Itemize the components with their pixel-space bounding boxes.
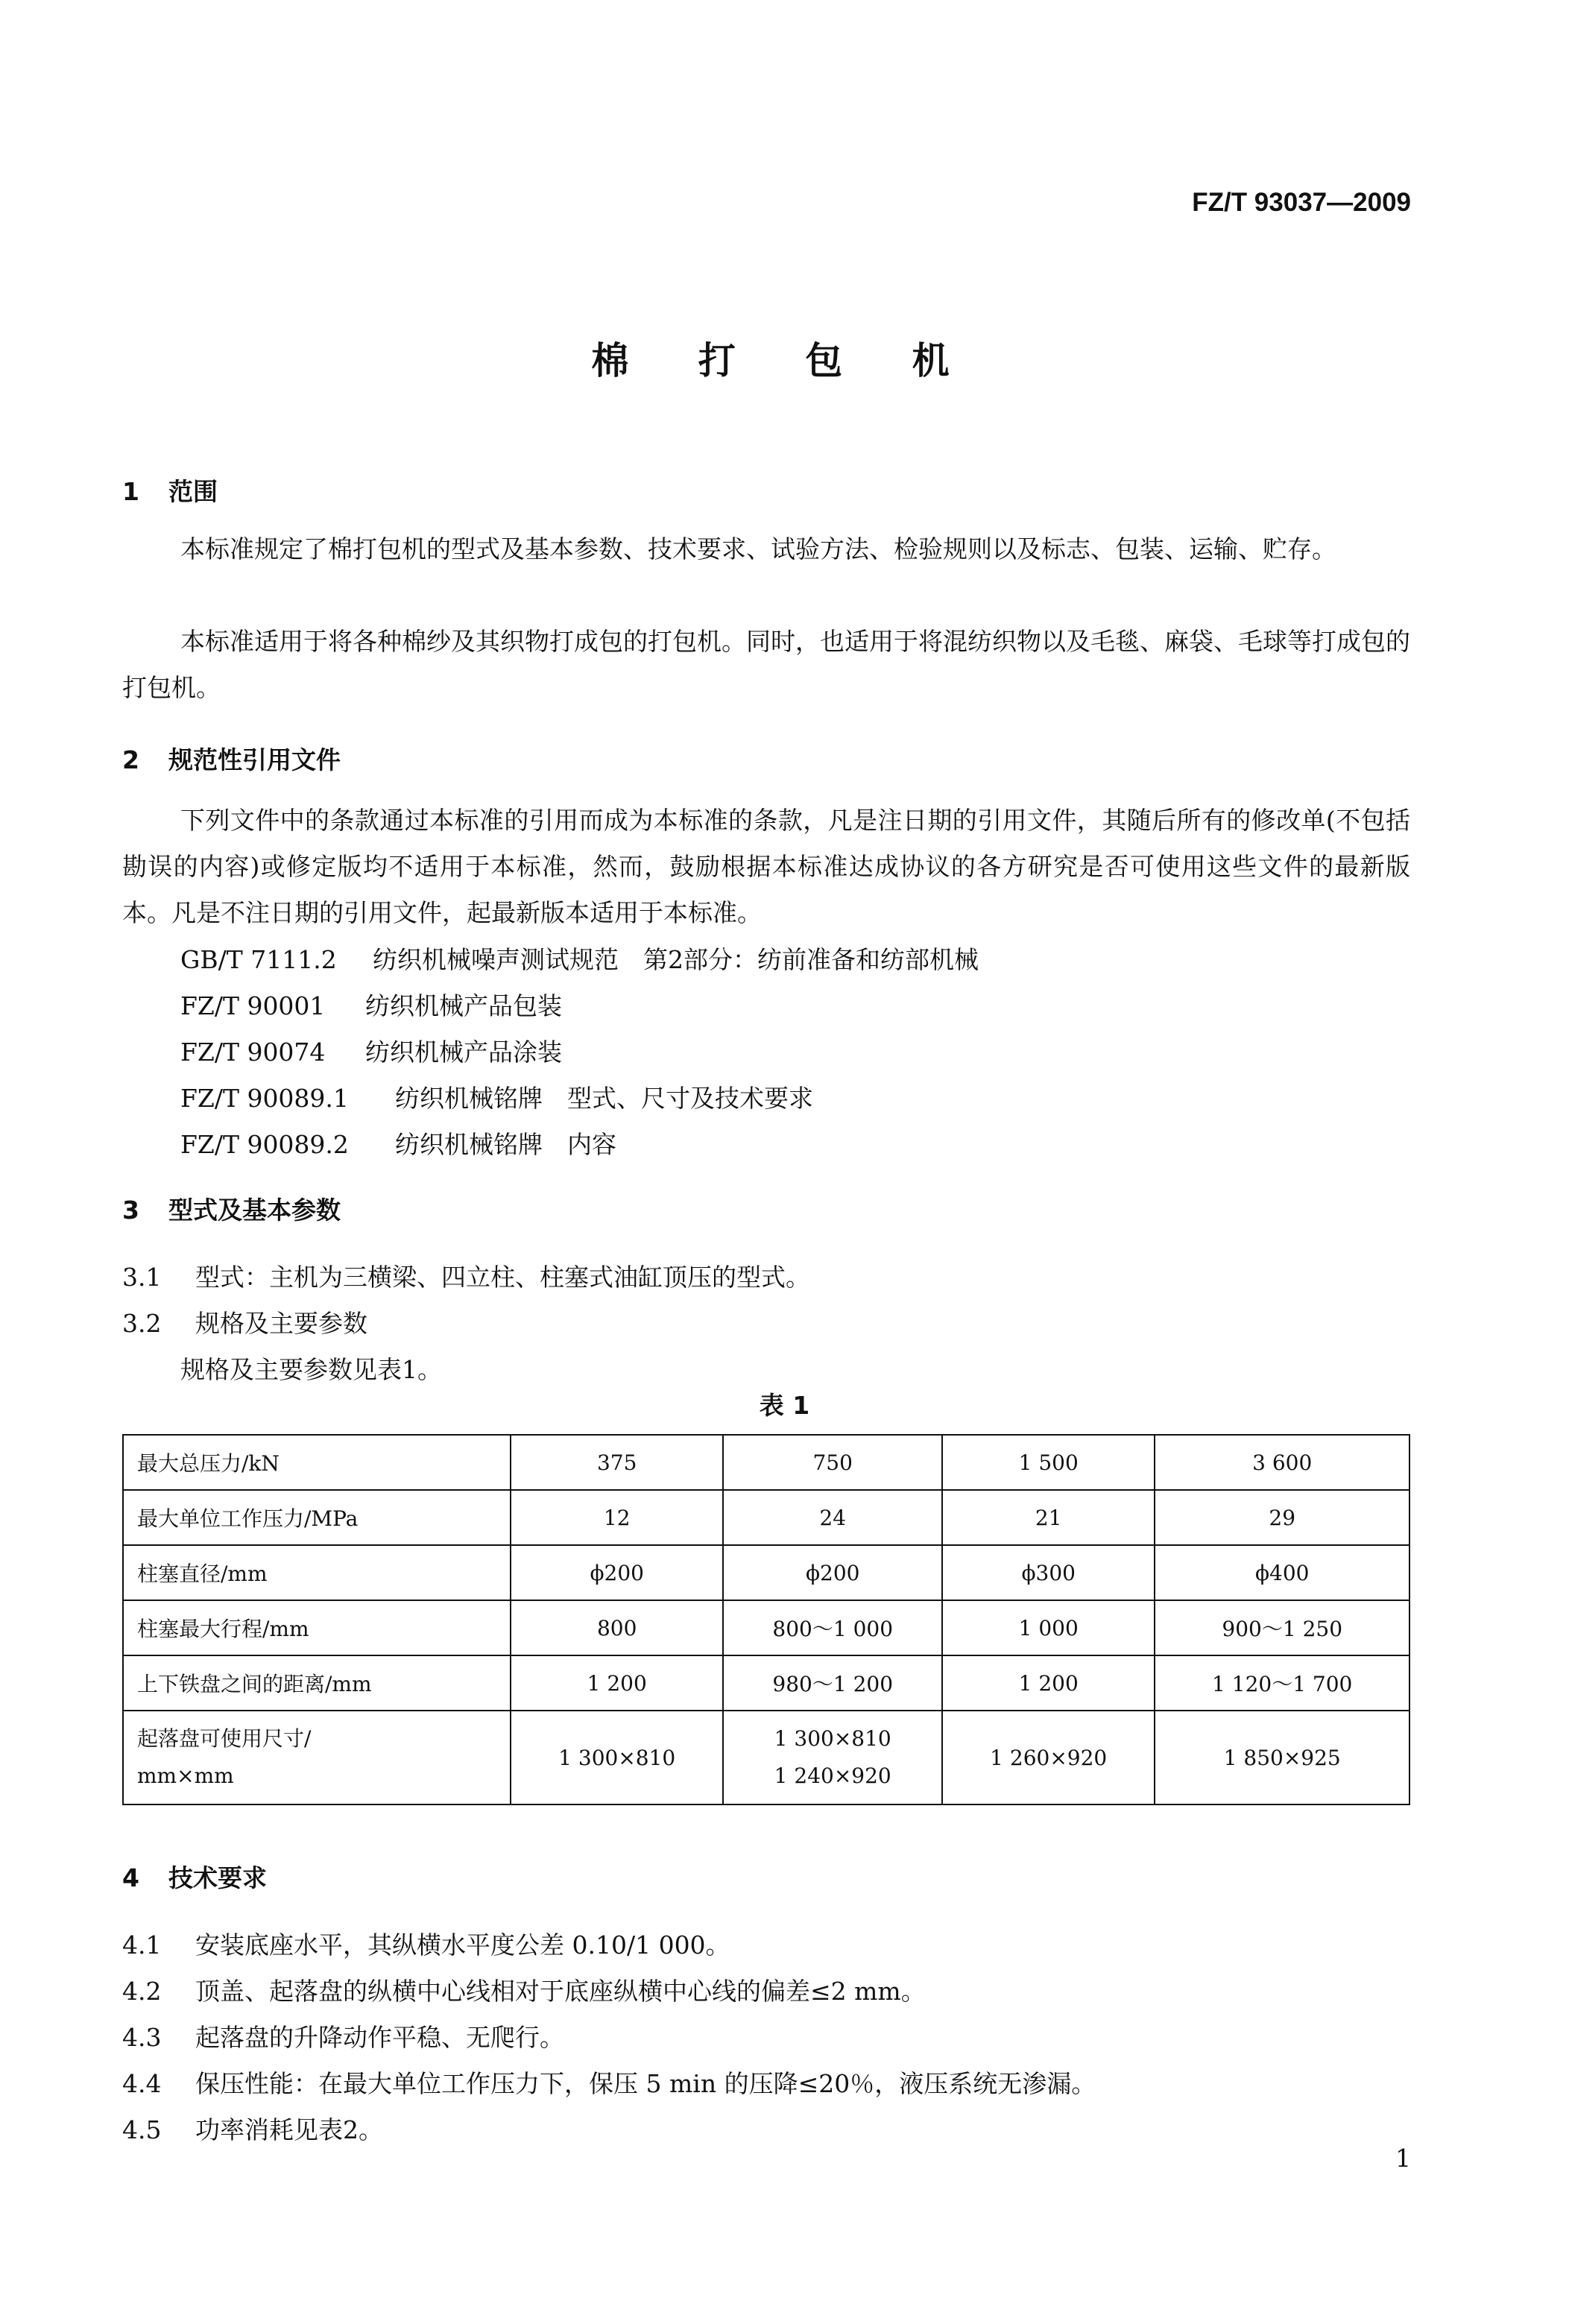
reference-title: 纺织机械产品包装 (365, 991, 562, 1020)
table-row (123, 1711, 1409, 1804)
row-label: 最大总压力/kN (123, 1435, 511, 1490)
reference-code: FZ/T 90001 (180, 991, 326, 1020)
table-cell: 1 850×925 (1155, 1711, 1409, 1804)
section-1-paragraph-1: 本标准规定了棉打包机的型式及基本参数、技术要求、试验方法、检验规则以及标志、包装、运输、贮存。 (180, 534, 1336, 563)
reference-title: 纺织机械噪声测试规范 第2部分：纺前准备和纺部机械 (373, 945, 979, 974)
clause-number: 4.4 (122, 2069, 162, 2098)
section-title: 范围 (168, 477, 218, 506)
clause-4-4 (122, 2065, 1096, 2100)
row-label: 柱塞直径/mm (123, 1545, 511, 1600)
table-cell: 1 200 (511, 1655, 723, 1711)
table-cell: ϕ200 (723, 1545, 942, 1600)
table-cell: ϕ200 (511, 1545, 723, 1600)
clause-number: 4.3 (122, 2023, 162, 2052)
page-number: 1 (1395, 2144, 1411, 2173)
clause-text: 规格及主要参数 (195, 1309, 367, 1338)
reference-code: FZ/T 90074 (180, 1038, 326, 1067)
clause-number: 4.1 (122, 1930, 162, 1960)
table-cell: 800～1 000 (723, 1600, 942, 1655)
row-label-line: 起落盘可使用尺寸/ (137, 1726, 312, 1751)
reference-code: GB/T 7111.2 (180, 945, 337, 974)
table-cell: 800 (511, 1600, 723, 1655)
section-number: 3 (122, 1196, 139, 1225)
table-cell: 24 (723, 1490, 942, 1545)
table-row (123, 1600, 1409, 1655)
row-label: 最大单位工作压力/MPa (123, 1490, 511, 1545)
table-row (123, 1490, 1409, 1545)
clause-text: 功率消耗见表2。 (195, 2115, 383, 2144)
section-number: 2 (122, 745, 139, 774)
clause-text: 型式：主机为三横梁、四立柱、柱塞式油缸顶压的型式。 (195, 1263, 810, 1292)
table-cell: 1 260×920 (942, 1711, 1155, 1804)
table-cell: 1 000 (942, 1600, 1155, 1655)
row-label (123, 1711, 511, 1804)
reference-title: 纺织机械产品涂装 (365, 1038, 562, 1067)
row-label: 柱塞最大行程/mm (123, 1600, 511, 1655)
table-cell: ϕ300 (942, 1545, 1155, 1600)
clause-number: 3.2 (122, 1309, 162, 1338)
section-1-heading (122, 473, 218, 508)
table-cell: 29 (1155, 1490, 1409, 1545)
reference-item (180, 1125, 616, 1161)
reference-item (180, 941, 979, 976)
clause-4-3 (122, 2018, 564, 2053)
clause-number: 4.2 (122, 1977, 162, 2006)
table-cell: 12 (511, 1490, 723, 1545)
table-cell: 1 500 (942, 1435, 1155, 1490)
table-cell: 1 200 (942, 1655, 1155, 1711)
section-3-heading (122, 1191, 341, 1226)
table-row (123, 1545, 1409, 1600)
clause-4-2 (122, 1972, 926, 2007)
clause-number: 4.5 (122, 2115, 162, 2144)
table-cell: 1 120～1 700 (1155, 1655, 1409, 1711)
clause-text: 起落盘的升降动作平稳、无爬行。 (195, 2023, 564, 2052)
document-title: 棉 打 包 机 (591, 339, 978, 382)
section-title: 型式及基本参数 (168, 1196, 341, 1225)
clause-text: 安装底座水平，其纵横水平度公差 0.10/1 000。 (195, 1930, 730, 1960)
section-title: 规范性引用文件 (168, 745, 341, 774)
section-2-paragraph: 下列文件中的条款通过本标准的引用而成为本标准的条款，凡是注日期的引用文件，其随后所有的修改单(不包括勘误的内容)或修定版均不适用于本标准，然而，鼓励根据本标准达成协议的各方研究是否可使用这些文件的最新版本。凡是不注日期的引用文件，起最新版本适用于本标准。 (122, 806, 1410, 927)
reference-title: 纺织机械铭牌 型式、尺寸及技术要求 (395, 1084, 813, 1113)
table-row (123, 1435, 1409, 1490)
clause-4-1 (122, 1926, 730, 1961)
section-2-heading (122, 741, 341, 776)
clause-3-2 (122, 1304, 367, 1339)
clause-3-1 (122, 1258, 810, 1293)
clause-number: 3.1 (122, 1263, 162, 1292)
table-cell: 1 300×810 (511, 1711, 723, 1804)
table-cell: ϕ400 (1155, 1545, 1409, 1600)
section-number: 4 (122, 1863, 139, 1892)
clause-3-2-body: 规格及主要参数见表1。 (180, 1355, 442, 1384)
clause-text: 保压性能：在最大单位工作压力下，保压 5 min 的压降≤20％，液压系统无渗漏。 (195, 2069, 1096, 2098)
clause-4-5 (122, 2111, 383, 2146)
reference-item (180, 1079, 813, 1114)
clause-text: 顶盖、起落盘的纵横中心线相对于底座纵横中心线的偏差≤2 mm。 (195, 1977, 926, 2006)
cell-line: 1 300×810 (774, 1726, 891, 1751)
row-label-line: mm×mm (137, 1763, 234, 1788)
row-label: 上下铁盘之间的距离/mm (123, 1655, 511, 1711)
table-caption: 表 1 (759, 1391, 810, 1420)
parameter-table (122, 1434, 1410, 1805)
standard-code: FZ/T 93037—2009 (1192, 188, 1411, 217)
section-1-paragraph-2: 本标准适用于将各种棉纱及其织物打成包的打包机。同时，也适用于将混纺织物以及毛毯、麻袋、毛球等打成包的打包机。 (122, 627, 1410, 702)
reference-item (180, 987, 562, 1022)
cell-line: 1 240×920 (774, 1763, 891, 1788)
table-cell: 3 600 (1155, 1435, 1409, 1490)
table-cell: 750 (723, 1435, 942, 1490)
reference-item (180, 1033, 562, 1068)
table-cell: 375 (511, 1435, 723, 1490)
table-cell: 980～1 200 (723, 1655, 942, 1711)
reference-code: FZ/T 90089.2 (180, 1130, 349, 1159)
section-title: 技术要求 (168, 1863, 267, 1892)
table-cell (723, 1711, 942, 1804)
table-row (123, 1655, 1409, 1711)
table-cell: 900～1 250 (1155, 1600, 1409, 1655)
reference-title: 纺织机械铭牌 内容 (395, 1130, 616, 1159)
section-number: 1 (122, 477, 139, 506)
section-4-heading (122, 1859, 267, 1894)
table-cell: 21 (942, 1490, 1155, 1545)
reference-code: FZ/T 90089.1 (180, 1084, 349, 1113)
